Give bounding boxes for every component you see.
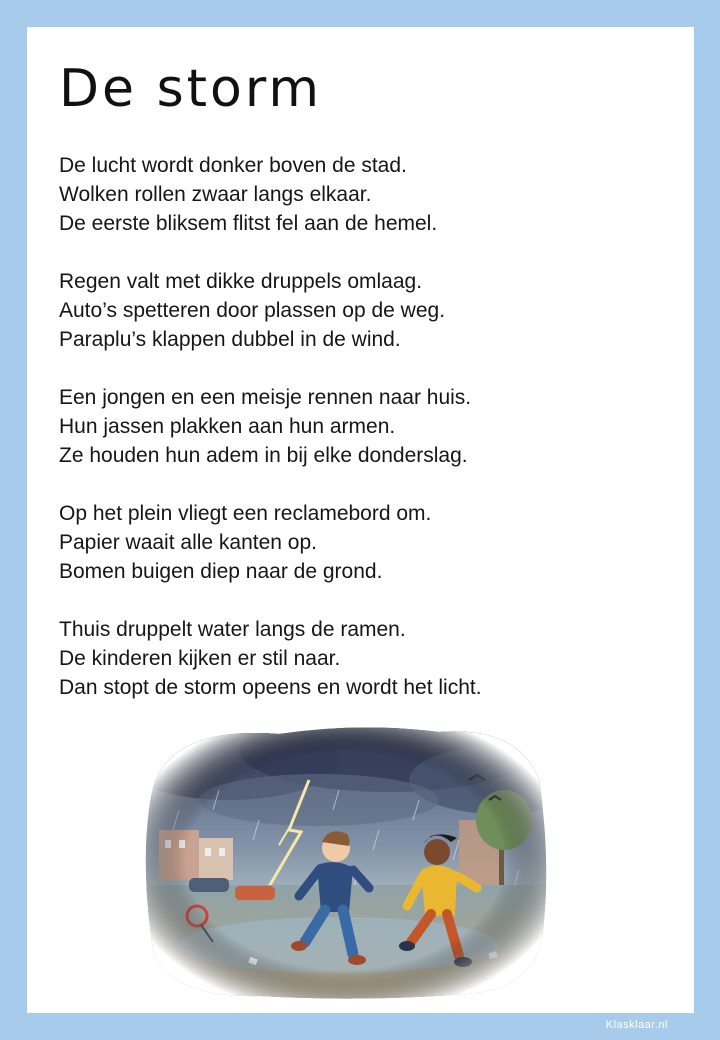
poem-line: Paraplu’s klappen dubbel in de wind. [59, 328, 401, 351]
poem-line: De lucht wordt donker boven de stad. [59, 154, 407, 177]
stanza-1 [59, 151, 669, 238]
poem-line: Auto’s spetteren door plassen op de weg. [59, 299, 446, 322]
stanza-4 [59, 499, 669, 586]
poem-line: Op het plein vliegt een reclamebord om. [59, 502, 432, 525]
poem-line: Bomen buigen diep naar de grond. [59, 560, 383, 583]
page-title: De storm [59, 59, 322, 119]
poem-line: Hun jassen plakken aan hun armen. [59, 415, 396, 438]
poem-line: De eerste bliksem flitst fel aan de hemel. [59, 212, 438, 235]
poem-line: Wolken rollen zwaar langs elkaar. [59, 183, 372, 206]
poem-card [27, 27, 694, 1013]
poem-line: Dan stopt de storm opeens en wordt het licht. [59, 676, 482, 699]
poem-body [59, 151, 669, 731]
poem-line: Ze houden hun adem in bij elke donderslag. [59, 444, 468, 467]
poem-line: Een jongen en een meisje rennen naar huis. [59, 386, 472, 409]
stanza-2 [59, 267, 669, 354]
poem-line: De kinderen kijken er stil naar. [59, 647, 341, 670]
stanza-5 [59, 615, 669, 702]
site-credit: Klasklaar.nl [605, 1019, 668, 1031]
poem-line: Thuis druppelt water langs de ramen. [59, 618, 406, 641]
poem-line: Papier waait alle kanten op. [59, 531, 317, 554]
stanza-3 [59, 383, 669, 470]
poem-line: Regen valt met dikke druppels omlaag. [59, 270, 423, 293]
storm-illustration [139, 720, 551, 1002]
